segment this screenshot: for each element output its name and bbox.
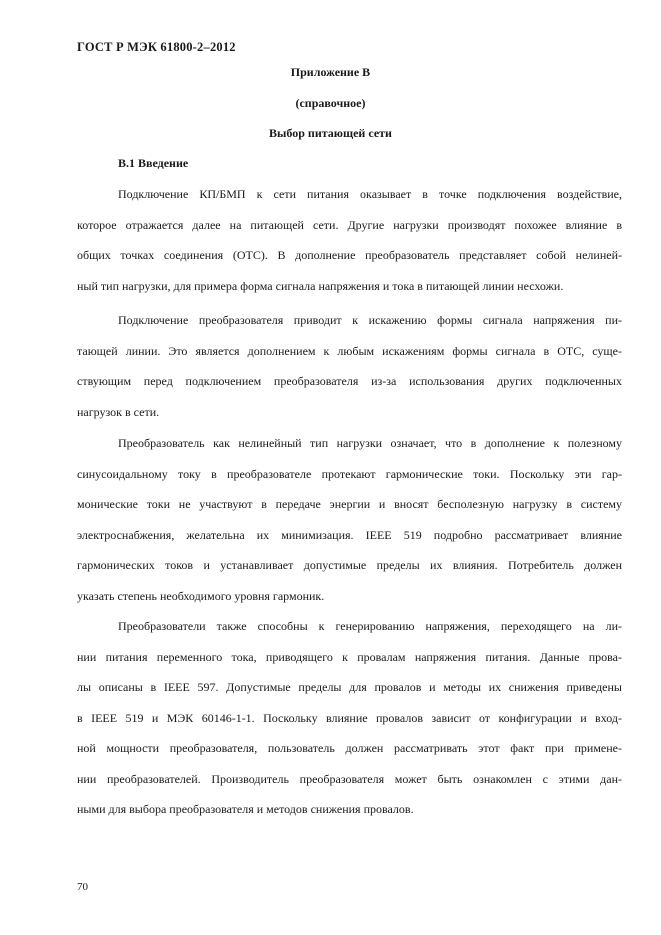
text-line: гармонических токов и устанавливает допустимые пределы их влияния. Потребитель должен — [77, 558, 622, 572]
text-line: ный тип нагрузки, для примера форма сигнала напряжения и тока в питающей линии несхожи. — [77, 278, 564, 293]
text-line: указать степень необходимого уровня гармоник. — [77, 588, 325, 603]
text-line: Подключение преобразователя приводит к искажению формы сигнала напряжения пи- — [118, 313, 622, 327]
paragraph-1 — [77, 179, 622, 301]
text-line: в IEEE 519 и МЭК 60146-1-1. Поскольку влияние провалов зависит от конфигурации и вход- — [77, 710, 622, 725]
appendix-title: Приложение В — [290, 65, 371, 79]
paragraph-4 — [77, 611, 622, 825]
text-line: Преобразователи также способны к генерированию напряжения, переходящего на ли- — [118, 619, 622, 633]
paragraph-2 — [77, 305, 622, 427]
text-line: нагрузок в сети. — [77, 404, 160, 419]
text-line: тающей линии. Это является дополнением к любым искажениям формы сигнала в ОТС, суще- — [77, 343, 622, 358]
paragraph-3 — [77, 428, 622, 611]
text-line: которое отражается далее на питающей сети. Другие нагрузки производят похожее влияние в — [77, 217, 622, 232]
text-line: Преобразователь как нелинейный тип нагрузки означает, что в дополнение к полезному — [118, 436, 622, 450]
appendix-name: Выбор питающей сети — [269, 126, 392, 140]
text-line: монические токи не участвуют в передаче энергии и вносят бесполезную нагрузку в систему — [77, 497, 622, 511]
document-standard-header: ГОСТ Р МЭК 61800-2–2012 — [77, 40, 236, 54]
text-line: нии питания переменного тока, приводящего к провалам напряжения питания. Данные прова- — [77, 649, 622, 664]
text-line: лы описаны в IEEE 597. Допустимые пределы для провалов и методы их снижения приведены — [77, 680, 622, 694]
text-line: электроснабжения, желательна их минимизация. IEEE 519 подробно рассматривает влияние — [77, 527, 622, 542]
text-line: ствующим перед подключением преобразователя из-за использования других подключенных — [77, 374, 622, 388]
text-line: общих точках соединения (ОТС). В дополнение преобразователь представляет собой нелиней- — [77, 248, 622, 262]
text-line: синусоидальному току в преобразователе протекают гармонические токи. Поскольку эти гар- — [77, 466, 622, 481]
section-heading: В.1 Введение — [118, 156, 189, 170]
text-line: Подключение КП/БМП к сети питания оказывает в точке подключения воздействие, — [118, 187, 622, 201]
page-number: 70 — [77, 881, 88, 893]
appendix-type: (справочное) — [295, 96, 366, 110]
text-line: ными для выбора преобразователя и методов снижения провалов. — [77, 802, 414, 816]
text-line: нии преобразователей. Производитель преобразователя может быть ознакомлен с этими дан- — [77, 771, 622, 786]
text-line: ной мощности преобразователя, пользователь должен рассматривать этот факт при примене- — [77, 741, 622, 755]
